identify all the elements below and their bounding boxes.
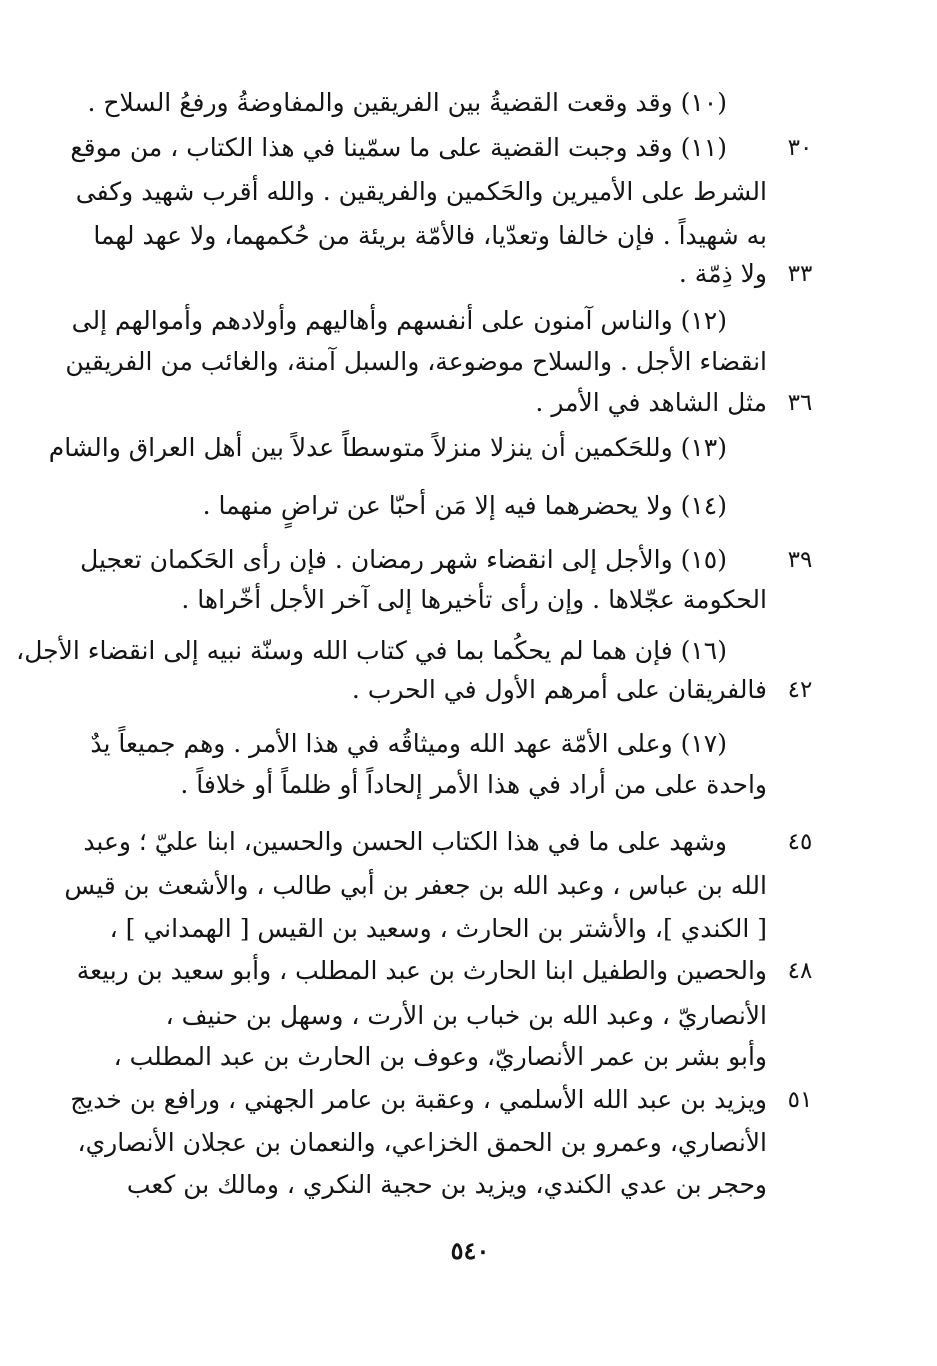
text-line: (١٣) وللحَكمين أن ينزلا منزلاً متوسطاً عدلاً بين أهل العراق والشام [48, 433, 727, 462]
text-line: ويزيد بن عبد الله الأسلمي ، وعقبة بن عامر الجهني ، ورافع بن خديج [70, 1085, 767, 1114]
text-line: واحدة على من أراد في هذا الأمر إلحاداً أو ظلماً أو خلافاً . [180, 770, 767, 799]
text-line: (١١) وقد وجبت القضية على ما سمّينا في هذا الكتاب ، من موقع [70, 133, 727, 162]
line-number: ٥١ [787, 1087, 813, 1113]
text-line: والحصين والطفيل ابنا الحارث بن عبد المطلب ، وأبو سعيد بن ربيعة [76, 956, 767, 985]
text-line: (١٦) فإن هما لم يحكُما بما في كتاب الله وسنّة نبيه إلى انقضاء الأجل، [16, 636, 727, 665]
text-line: ولا ذِمّة . [678, 259, 767, 288]
text-line: مثل الشاهد في الأمر . [535, 388, 767, 417]
text-line: وحجر بن عدي الكندي، ويزيد بن حجية النكري ، ومالك بن كعب [126, 1170, 767, 1199]
text-line: (١٤) ولا يحضرهما فيه إلا مَن أحبّا عن تراضٍ منهما . [202, 491, 727, 520]
text-line: الأنصاري، وعمرو بن الحمق الخزاعي، والنعمان بن عجلان الأنصاري، [77, 1128, 767, 1157]
line-number: ٣٣ [787, 261, 813, 287]
text-line: الحكومة عجّلاها . وإن رأى تأخيرها إلى آخر الأجل أخّراها . [181, 585, 767, 614]
line-number: ٤٢ [787, 677, 813, 703]
text-line: وشهد على ما في هذا الكتاب الحسن والحسين، ابنا عليّ ؛ وعبد [83, 827, 727, 856]
text-line: به شهيداً . فإن خالفا وتعدّيا، فالأمّة بريئة من حُكمهما، ولا عهد لهما [93, 221, 767, 250]
text-line: (١٢) والناس آمنون على أنفسهم وأهاليهم وأولادهم وأموالهم إلى [71, 306, 727, 335]
line-number: ٤٥ [787, 829, 813, 855]
text-line: الأنصاريّ ، وعبد الله بن خباب بن الأرت ، وسهل بن حنيف ، [165, 1001, 767, 1030]
line-number: ٤٨ [787, 958, 813, 984]
line-number: ٣٠ [787, 135, 813, 161]
text-line: (١٧) وعلى الأمّة عهد الله وميثاقُه في هذا الأمر . وهم جميعاً يدٌ [90, 729, 727, 758]
line-number: ٣٩ [787, 547, 813, 573]
text-line: وأبو بشر بن عمر الأنصاريّ، وعوف بن الحارث بن عبد المطلب ، [113, 1042, 767, 1071]
text-line: (١٠) وقد وقعت القضيةُ بين الفريقين والمفاوضةُ ورفعُ السلاح . [87, 88, 727, 117]
text-line: فالفريقان على أمرهم الأول في الحرب . [351, 675, 767, 704]
text-line: الله بن عباس ، وعبد الله بن جعفر بن أبي طالب ، والأشعث بن قيس [64, 871, 767, 900]
line-number: ٣٦ [787, 390, 813, 416]
text-line: الشرط على الأميرين والحَكمين والفريقين . والله أقرب شهيد وكفى [75, 177, 767, 206]
text-line: [ الكندي ]، والأشتر بن الحارث ، وسعيد بن القيس [ الهمداني ] ، [109, 914, 767, 943]
page-number: ٥٤٠ [450, 1236, 490, 1265]
text-line: (١٥) والأجل إلى انقضاء شهر رمضان . فإن رأى الحَكمان تعجيل [80, 545, 727, 574]
text-line: انقضاء الأجل . والسلاح موضوعة، والسبل آمنة، والغائب من الفريقين [65, 347, 767, 376]
